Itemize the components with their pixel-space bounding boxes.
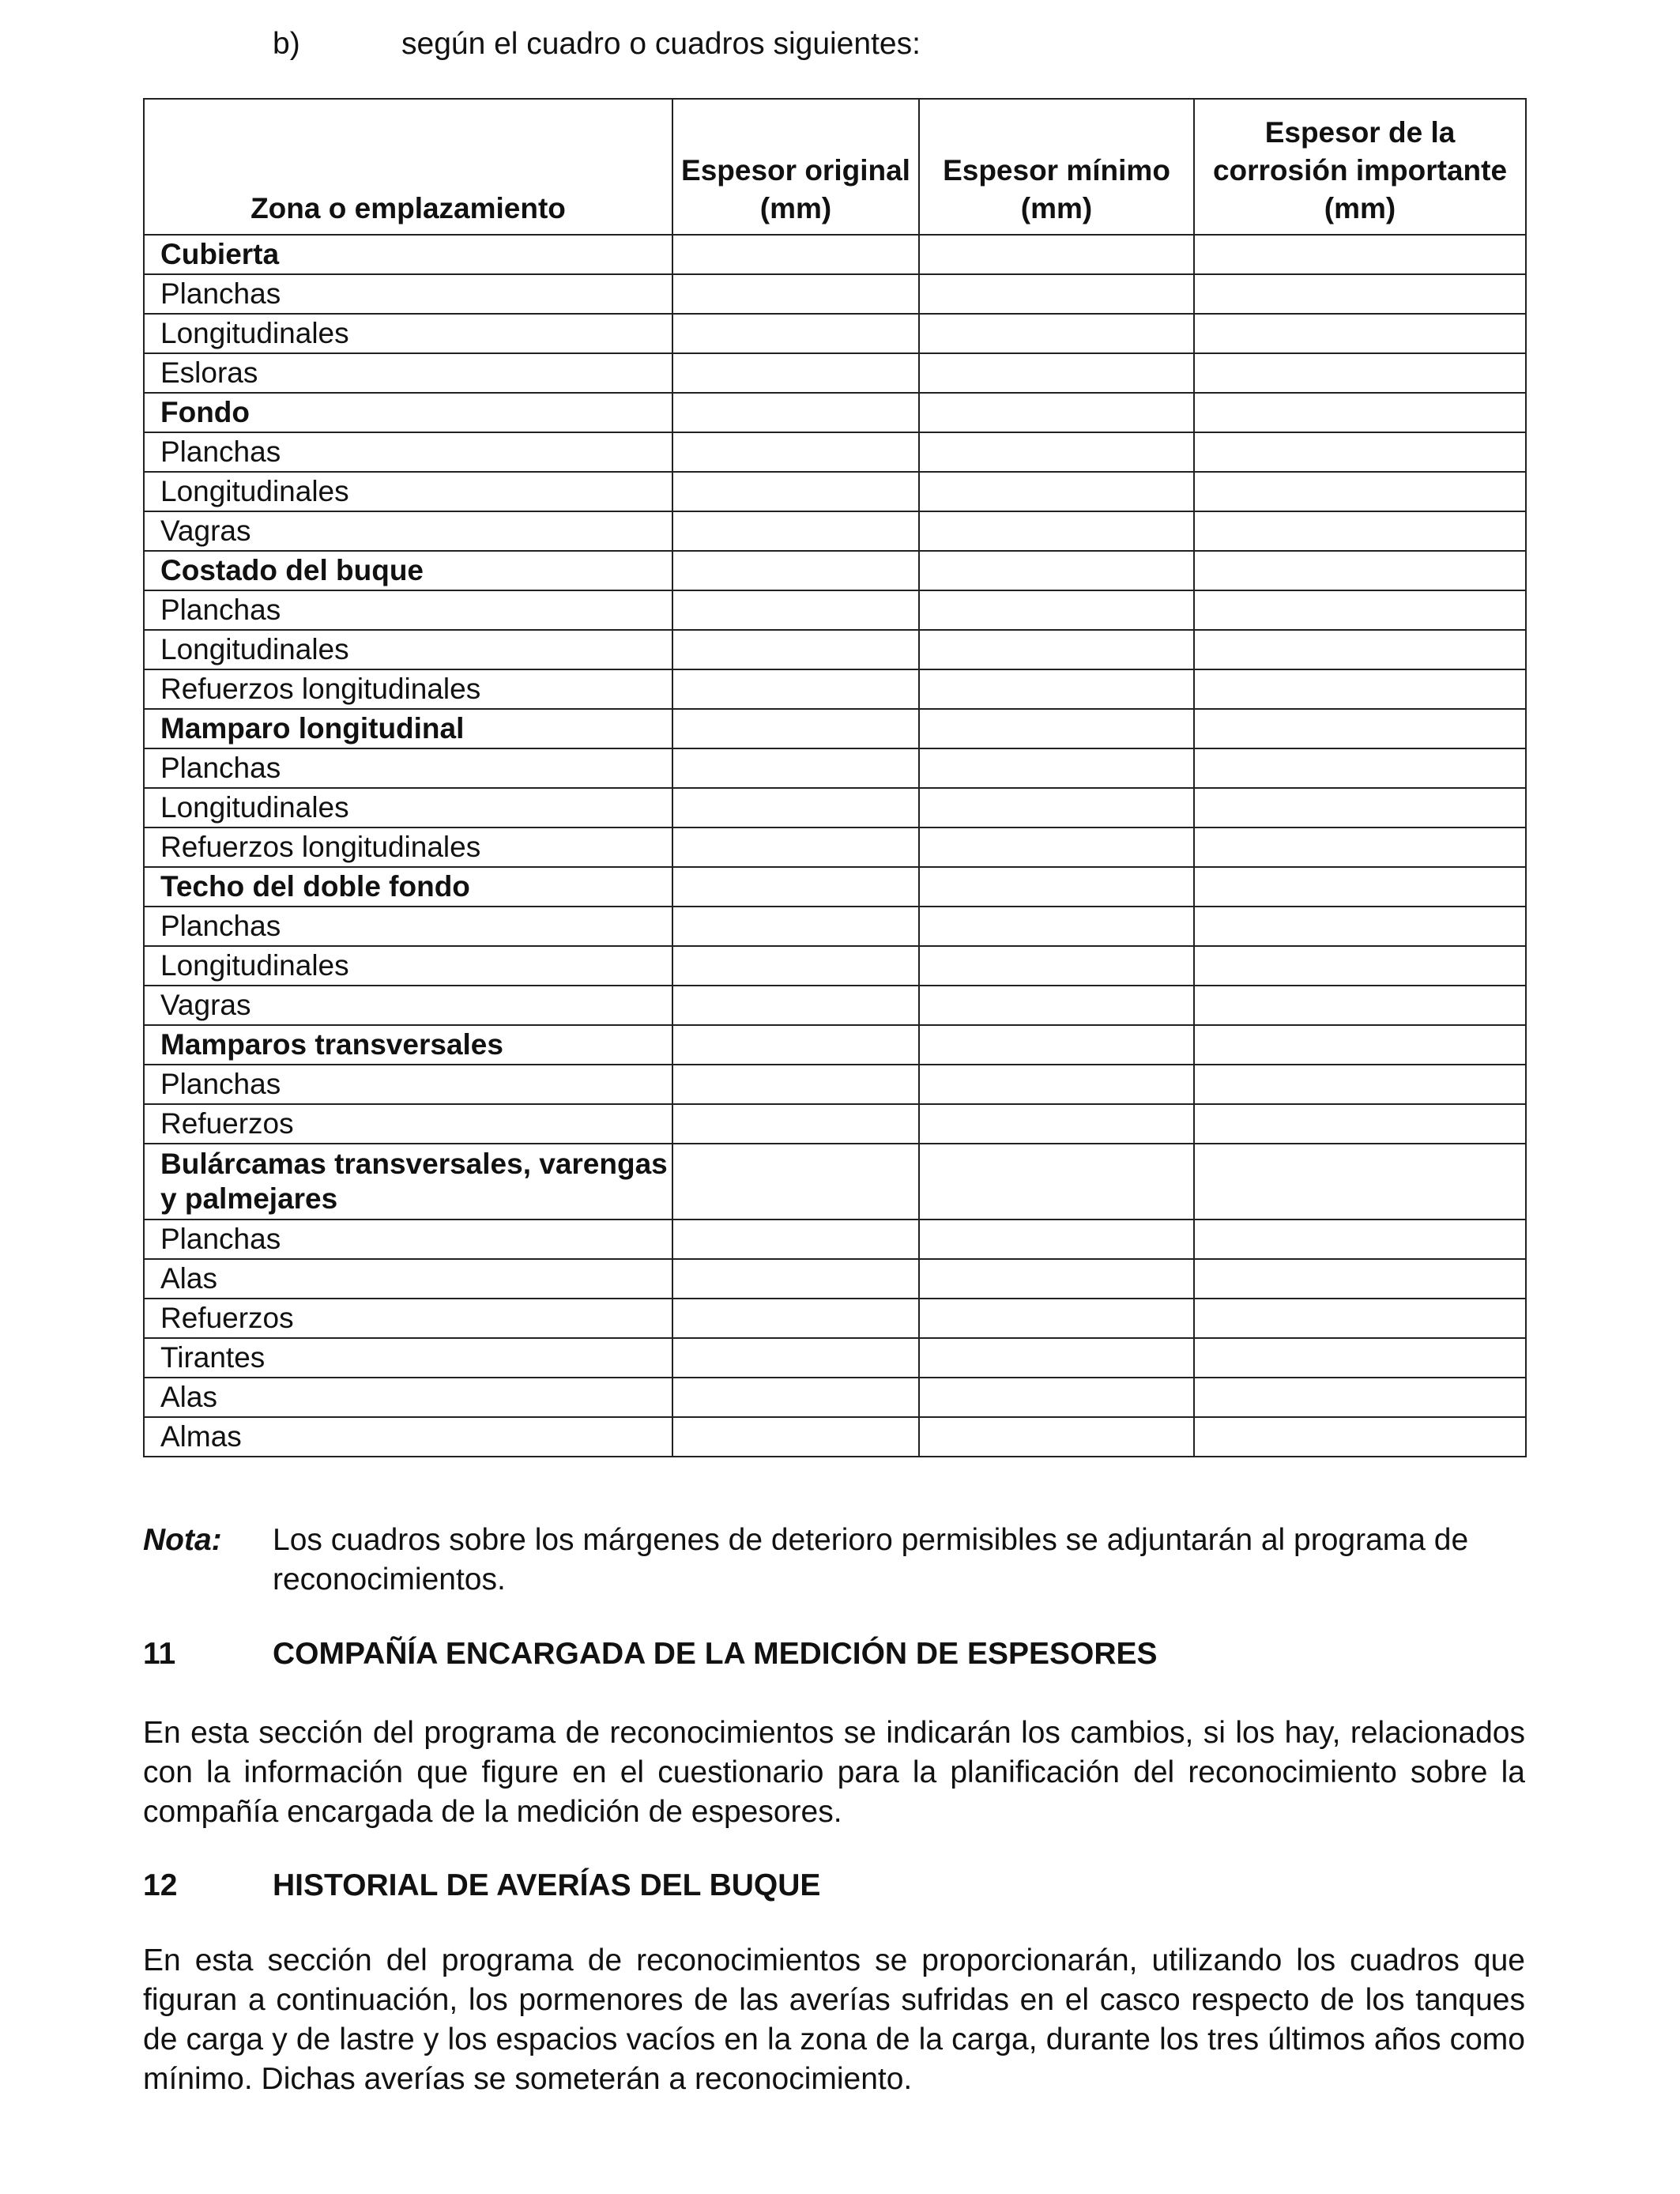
minimum-thickness-cell <box>919 511 1194 551</box>
section-11-heading <box>143 1634 1525 1675</box>
minimum-thickness-cell <box>919 1338 1194 1378</box>
corrosion-thickness-cell <box>1194 827 1526 867</box>
minimum-thickness-cell <box>919 669 1194 709</box>
zone-item-label: Refuerzos <box>144 1104 672 1144</box>
original-thickness-cell <box>672 827 919 867</box>
original-thickness-cell <box>672 1378 919 1417</box>
minimum-thickness-cell <box>919 1025 1194 1065</box>
table-row <box>144 709 1526 748</box>
zone-item-label: Planchas <box>144 590 672 630</box>
zone-item-label: Tirantes <box>144 1338 672 1378</box>
zone-item-label: Longitudinales <box>144 314 672 353</box>
minimum-thickness-cell <box>919 314 1194 353</box>
corrosion-thickness-cell <box>1194 1259 1526 1299</box>
original-thickness-cell <box>672 1104 919 1144</box>
original-thickness-cell <box>672 1338 919 1378</box>
minimum-thickness-cell <box>919 827 1194 867</box>
original-thickness-cell <box>672 630 919 669</box>
zone-item-label: Vagras <box>144 986 672 1025</box>
table-row <box>144 1259 1526 1299</box>
table-row <box>144 353 1526 393</box>
section-12-title: HISTORIAL DE AVERÍAS DEL BUQUE <box>273 1868 821 1902</box>
zone-item-label: Planchas <box>144 1065 672 1104</box>
table-row <box>144 590 1526 630</box>
minimum-thickness-cell <box>919 748 1194 788</box>
minimum-thickness-cell <box>919 274 1194 314</box>
zone-item-label: Longitudinales <box>144 472 672 511</box>
original-thickness-cell <box>672 709 919 748</box>
zone-item-label: Alas <box>144 1259 672 1299</box>
corrosion-thickness-cell <box>1194 590 1526 630</box>
original-thickness-cell <box>672 393 919 432</box>
corrosion-thickness-cell <box>1194 1220 1526 1259</box>
minimum-thickness-cell <box>919 353 1194 393</box>
minimum-thickness-cell <box>919 1417 1194 1457</box>
table-row <box>144 1417 1526 1457</box>
table-row <box>144 432 1526 472</box>
minimum-thickness-cell <box>919 590 1194 630</box>
corrosion-thickness-cell <box>1194 432 1526 472</box>
thickness-table <box>143 98 1527 1457</box>
table-row <box>144 472 1526 511</box>
corrosion-thickness-cell <box>1194 1104 1526 1144</box>
intro-label: b) <box>273 27 300 61</box>
table-row <box>144 511 1526 551</box>
original-thickness-cell <box>672 472 919 511</box>
corrosion-thickness-cell <box>1194 1144 1526 1220</box>
table-row <box>144 1338 1526 1378</box>
original-thickness-cell <box>672 669 919 709</box>
section-12-number: 12 <box>143 1868 178 1902</box>
corrosion-thickness-cell <box>1194 235 1526 274</box>
original-thickness-cell <box>672 432 919 472</box>
minimum-thickness-cell <box>919 393 1194 432</box>
corrosion-thickness-cell <box>1194 1025 1526 1065</box>
table-row <box>144 1220 1526 1259</box>
corrosion-thickness-cell <box>1194 314 1526 353</box>
zone-item-label: Alas <box>144 1378 672 1417</box>
corrosion-thickness-cell <box>1194 907 1526 946</box>
original-thickness-cell <box>672 748 919 788</box>
section-12-heading <box>143 1865 1525 1906</box>
minimum-thickness-cell <box>919 551 1194 590</box>
table-row <box>144 986 1526 1025</box>
corrosion-thickness-cell <box>1194 472 1526 511</box>
corrosion-thickness-cell <box>1194 748 1526 788</box>
zone-item-label: Planchas <box>144 748 672 788</box>
zone-item-label: Refuerzos longitudinales <box>144 827 672 867</box>
original-thickness-cell <box>672 353 919 393</box>
table-row <box>144 1104 1526 1144</box>
zone-item-label: Planchas <box>144 432 672 472</box>
original-thickness-cell <box>672 1417 919 1457</box>
minimum-thickness-cell <box>919 1104 1194 1144</box>
corrosion-thickness-cell <box>1194 1338 1526 1378</box>
minimum-thickness-cell <box>919 235 1194 274</box>
zone-item-label: Longitudinales <box>144 946 672 986</box>
minimum-thickness-cell <box>919 1065 1194 1104</box>
original-thickness-cell <box>672 314 919 353</box>
original-thickness-cell <box>672 511 919 551</box>
corrosion-thickness-cell <box>1194 986 1526 1025</box>
original-thickness-cell <box>672 1299 919 1338</box>
zone-item-label: Vagras <box>144 511 672 551</box>
note-label: Nota: <box>143 1523 222 1557</box>
original-thickness-cell <box>672 274 919 314</box>
note <box>143 1521 1525 1600</box>
original-thickness-cell <box>672 235 919 274</box>
original-thickness-cell <box>672 590 919 630</box>
zone-group-label: Mamparo longitudinal <box>144 709 672 748</box>
table-row <box>144 274 1526 314</box>
original-thickness-cell <box>672 867 919 907</box>
zone-group-label: Cubierta <box>144 235 672 274</box>
corrosion-thickness-cell <box>1194 353 1526 393</box>
minimum-thickness-cell <box>919 1378 1194 1417</box>
minimum-thickness-cell <box>919 867 1194 907</box>
zone-item-label: Planchas <box>144 1220 672 1259</box>
zone-item-label: Planchas <box>144 274 672 314</box>
zone-group-label: Mamparos transversales <box>144 1025 672 1065</box>
table-header-row <box>144 99 1526 235</box>
zone-item-label: Almas <box>144 1417 672 1457</box>
minimum-thickness-cell <box>919 1144 1194 1220</box>
table-row <box>144 1144 1526 1220</box>
corrosion-thickness-cell <box>1194 393 1526 432</box>
original-thickness-cell <box>672 1065 919 1104</box>
header-original-thickness: Espesor original (mm) <box>672 99 919 235</box>
table-row <box>144 1299 1526 1338</box>
corrosion-thickness-cell <box>1194 511 1526 551</box>
original-thickness-cell <box>672 986 919 1025</box>
section-11-body: En esta sección del programa de reconocimientos se indicarán los cambios, si los hay, relacionados con la información que figure en el cuestionario para la planificación del reconocimiento sobre la compañía encargada de la medición de espesores. <box>143 1716 1525 1829</box>
zone-item-label: Refuerzos longitudinales <box>144 669 672 709</box>
zone-group-label: Techo del doble fondo <box>144 867 672 907</box>
minimum-thickness-cell <box>919 1299 1194 1338</box>
table-row <box>144 788 1526 827</box>
zone-group-label: Bulárcamas transversales, varengas y palmejares <box>144 1144 672 1220</box>
corrosion-thickness-cell <box>1194 630 1526 669</box>
corrosion-thickness-cell <box>1194 274 1526 314</box>
header-minimum-thickness: Espesor mínimo (mm) <box>919 99 1194 235</box>
corrosion-thickness-cell <box>1194 669 1526 709</box>
table-row <box>144 630 1526 669</box>
table-row <box>144 946 1526 986</box>
original-thickness-cell <box>672 946 919 986</box>
corrosion-thickness-cell <box>1194 946 1526 986</box>
table-row <box>144 1378 1526 1417</box>
original-thickness-cell <box>672 1025 919 1065</box>
zone-item-label: Esloras <box>144 353 672 393</box>
original-thickness-cell <box>672 907 919 946</box>
minimum-thickness-cell <box>919 472 1194 511</box>
corrosion-thickness-cell <box>1194 551 1526 590</box>
original-thickness-cell <box>672 1144 919 1220</box>
table-row <box>144 314 1526 353</box>
table-row <box>144 827 1526 867</box>
original-thickness-cell <box>672 1259 919 1299</box>
minimum-thickness-cell <box>919 788 1194 827</box>
table-row <box>144 907 1526 946</box>
original-thickness-cell <box>672 788 919 827</box>
original-thickness-cell <box>672 1220 919 1259</box>
original-thickness-cell <box>672 551 919 590</box>
corrosion-thickness-cell <box>1194 1378 1526 1417</box>
header-zone: Zona o emplazamiento <box>144 99 672 235</box>
section-11-number: 11 <box>143 1637 176 1671</box>
header-corrosion-thickness: Espesor de la corrosión importante (mm) <box>1194 99 1526 235</box>
table-row <box>144 393 1526 432</box>
corrosion-thickness-cell <box>1194 709 1526 748</box>
table-row <box>144 867 1526 907</box>
table-row <box>144 1065 1526 1104</box>
zone-group-label: Fondo <box>144 393 672 432</box>
minimum-thickness-cell <box>919 709 1194 748</box>
zone-item-label: Longitudinales <box>144 788 672 827</box>
table-row <box>144 748 1526 788</box>
table-row <box>144 1025 1526 1065</box>
minimum-thickness-cell <box>919 986 1194 1025</box>
corrosion-thickness-cell <box>1194 867 1526 907</box>
section-12-body: En esta sección del programa de reconocimientos se proporcionarán, utilizando los cuadros que figuran a continuación, los pormenores de las averías sufridas en el casco respecto de los tanques de carga y de lastre y los espacios vacíos en la zona de la carga, durante los tres últimos años como mínimo. Dichas averías se someterán a reconocimiento. <box>143 1943 1525 2096</box>
zone-item-label: Planchas <box>144 907 672 946</box>
corrosion-thickness-cell <box>1194 1417 1526 1457</box>
intro-text: según el cuadro o cuadros siguientes: <box>401 27 921 61</box>
table-row <box>144 235 1526 274</box>
zone-item-label: Refuerzos <box>144 1299 672 1338</box>
corrosion-thickness-cell <box>1194 1299 1526 1338</box>
minimum-thickness-cell <box>919 946 1194 986</box>
table-row <box>144 669 1526 709</box>
zone-item-label: Longitudinales <box>144 630 672 669</box>
table-row <box>144 551 1526 590</box>
corrosion-thickness-cell <box>1194 788 1526 827</box>
minimum-thickness-cell <box>919 432 1194 472</box>
zone-group-label: Costado del buque <box>144 551 672 590</box>
minimum-thickness-cell <box>919 630 1194 669</box>
minimum-thickness-cell <box>919 907 1194 946</box>
table-body <box>144 235 1526 1457</box>
section-11-title: COMPAÑÍA ENCARGADA DE LA MEDICIÓN DE ESPESORES <box>273 1637 1158 1671</box>
corrosion-thickness-cell <box>1194 1065 1526 1104</box>
note-text: Los cuadros sobre los márgenes de deterioro permisibles se adjuntarán al programa de reconocimientos. <box>273 1523 1469 1596</box>
minimum-thickness-cell <box>919 1220 1194 1259</box>
minimum-thickness-cell <box>919 1259 1194 1299</box>
